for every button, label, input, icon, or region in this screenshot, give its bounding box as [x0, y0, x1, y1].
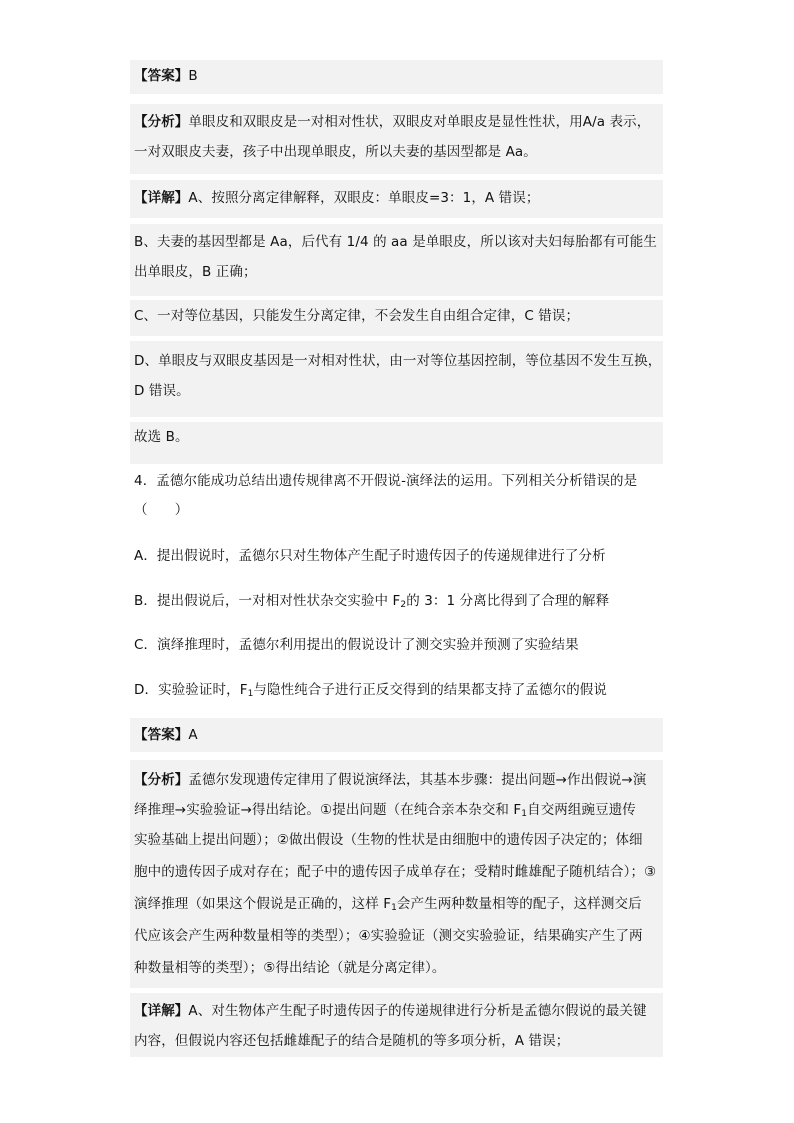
- analysis-line-1: 【分析】单眼皮和双眼皮是一对相对性状，双眼皮对单眼皮是显性性状，用A/a 表示，: [134, 114, 651, 130]
- detail2-line-2: 内容，但假说内容还包括雌雄配子的结合是随机的等多项分析，A 错误；: [134, 1033, 570, 1049]
- detail-line-b1: B、夫妻的基因型都是 Aa，后代有 1/4 的 aa 是单眼皮，所以该对夫妇每胎都有可能生: [134, 234, 657, 250]
- answer-label: 【答案】: [134, 68, 189, 84]
- analysis2-line-4: 胞中的遗传因子成对存在；配子中的遗传因子成单存在；受精时雌雄配子随机结合）；③: [134, 864, 657, 880]
- answer2-block: [130, 718, 663, 752]
- detail2-line-1: 【详解】A、对生物体产生配子时遗传因子的传递规律进行分析是孟德尔假说的最关键: [134, 1003, 647, 1019]
- conclusion-line: 故选 B。: [134, 429, 189, 445]
- detail-line-d2: D 错误。: [134, 383, 190, 399]
- detail-line-d1: D、单眼皮与双眼皮基因是一对相对性状，由一对等位基因控制，等位基因不发生互换，: [134, 353, 662, 369]
- analysis2-line-1: 【分析】孟德尔发现遗传定律用了假说演绎法，其基本步骤：提出问题→作出假说→演: [134, 772, 647, 788]
- conclusion-block: [130, 422, 663, 464]
- analysis2-line-2: 绎推理→实验验证→得出结论。①提出问题（在纯合亲本杂交和 $F_1$自交两组豌豆遗传: [134, 802, 636, 819]
- answer2-label: 【答案】: [134, 727, 189, 743]
- option-c: C．演绎推理时，孟德尔利用提出的假说设计了测交实验并预测了实验结果: [134, 637, 579, 653]
- option-b: B．提出假说后，一对相对性状杂交实验中 $F_2$的 3：1 分离比得到了合理的解释: [134, 593, 610, 610]
- answer-value: B: [188, 68, 198, 84]
- detail2-label: 【详解】: [134, 1003, 189, 1019]
- analysis2-line-7: 种数量相等的类型）；⑤得出结论（就是分离定律）。: [134, 960, 446, 976]
- analysis2-line-6: 代应该会产生两种数量相等的类型）；④实验验证（测交实验验证，结果确实产生了两: [134, 928, 643, 944]
- detail-line-a: 【详解】A、按照分离定律解释，双眼皮：单眼皮=3：1，A 错误；: [134, 190, 540, 206]
- analysis2-line-5: 演绎推理（如果这个假说是正确的，这样 $F_1$会产生两种数量相等的配子，这样测交后: [134, 896, 642, 913]
- answer-line: [134, 66, 198, 86]
- answer2-line: [134, 725, 198, 745]
- analysis2-label: 【分析】: [134, 772, 189, 788]
- detail-label: 【详解】: [134, 190, 189, 206]
- analysis2-line-3: 实验基础上提出问题）；②做出假设（生物的性状是由细胞中的遗传因子决定的；体细: [134, 832, 643, 848]
- detail-line-b2: 出单眼皮，B 正确；: [134, 264, 257, 280]
- analysis-label: 【分析】: [134, 114, 189, 130]
- detail-line-c: C、一对等位基因，只能发生分离定律，不会发生自由组合定律，C 错误；: [134, 308, 580, 324]
- option-a: A．提出假说时，孟德尔只对生物体产生配子时遗传因子的传递规律进行了分析: [134, 548, 606, 564]
- answer2-value: A: [188, 727, 198, 743]
- question-stem-1: 4．孟德尔能成功总结出遗传规律离不开假说-演绎法的运用。下列相关分析错误的是: [134, 473, 638, 489]
- question-stem-2: （ ）: [134, 502, 189, 518]
- analysis-line-2: 一对双眼皮夫妻，孩子中出现单眼皮，所以夫妻的基因型都是 Aa。: [134, 144, 537, 160]
- option-d: D．实验验证时，$F_1$与隐性纯合子进行正反交得到的结果都支持了孟德尔的假说: [134, 682, 607, 699]
- answer-block: [130, 60, 663, 94]
